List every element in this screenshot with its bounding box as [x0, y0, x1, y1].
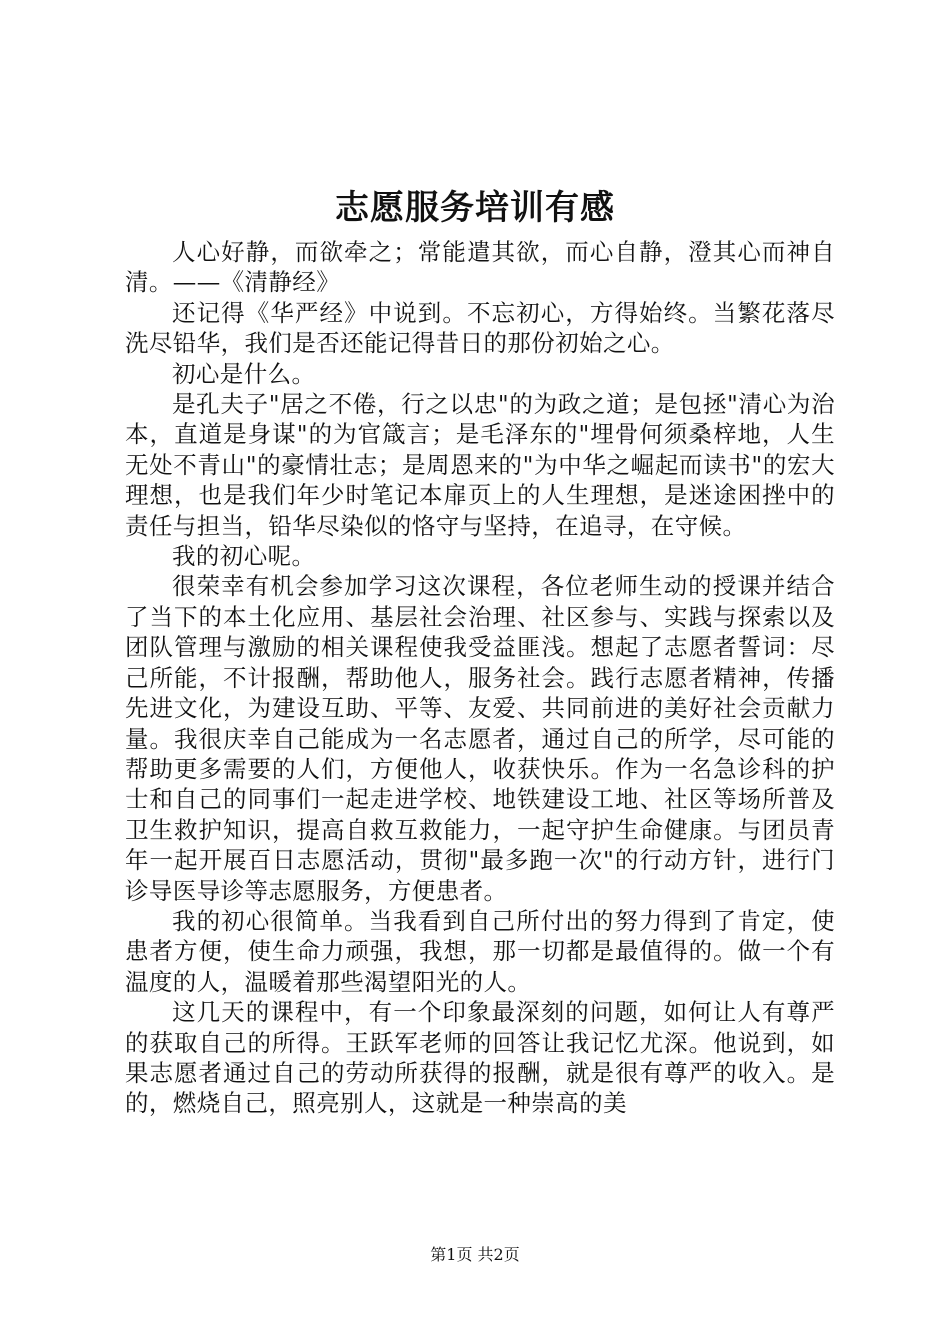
paragraph-4: 是孔夫子"居之不倦，行之以忠"的为政之道；是包拯"清心为治本，直道是身谋"的为官箴言；是毛泽东的"埋骨何须桑梓地，人生无处不青山"的豪情壮志；是周恩来的"为中华之崛起而读书"的宏大理想，也是我们年少时笔记本扉页上的人生理想，是迷途困挫中的责任与担当，铅华尽染似的恪守与坚持，在追寻，在守候。	[125, 390, 835, 540]
paragraph-1: 人心好静，而欲牵之；常能遣其欲，而心自静，澄其心而神自清。——《清静经》	[125, 238, 835, 297]
paragraph-5: 我的初心呢。	[172, 542, 316, 571]
document-body	[125, 237, 835, 1119]
paragraph-3: 初心是什么。	[172, 359, 316, 388]
paragraph-2: 还记得《华严经》中说到。不忘初心，方得始终。当繁花落尽洗尽铅华，我们是否还能记得昔日的那份初始之心。	[125, 298, 835, 358]
document-title: 志愿服务培训有感	[335, 188, 615, 228]
page-number-footer: 第1页 共2页	[430, 1245, 520, 1264]
paragraph-8: 这几天的课程中，有一个印象最深刻的问题，如何让人有尊严的获取自己的所得。王跃军老师的回答让我记忆尤深。他说到，如果志愿者通过自己的劳动所获得的报酬，就是很有尊严的收入。是的，燃烧自己，照亮别人，这就是一种崇高的美	[125, 998, 835, 1118]
paragraph-6: 很荣幸有机会参加学习这次课程，各位老师生动的授课并结合了当下的本土化应用、基层社会治理、社区参与、实践与探索以及团队管理与激励的相关课程使我受益匪浅。想起了志愿者誓词：尽己所能，不计报酬，帮助他人，服务社会。践行志愿者精神，传播先进文化，为建设互助、平等、友爱、共同前进的美好社会贡献力量。我很庆幸自己能成为一名志愿者，通过自己的所学，尽可能的帮助更多需要的人们，方便他人，收获快乐。作为一名急诊科的护士和自己的同事们一起走进学校、地铁建设工地、社区等场所普及卫生救护知识，提高自救互救能力，一起守护生命健康。与团员青年一起开展百日志愿活动，贯彻"最多跑一次"的行动方针，进行门诊导医导诊等志愿服务，方便患者。	[125, 572, 835, 905]
paragraph-7: 我的初心很简单。当我看到自己所付出的努力得到了肯定，使患者方便，使生命力顽强，我想，那一切都是最值得的。做一个有温度的人，温暖着那些渴望阳光的人。	[125, 906, 835, 996]
